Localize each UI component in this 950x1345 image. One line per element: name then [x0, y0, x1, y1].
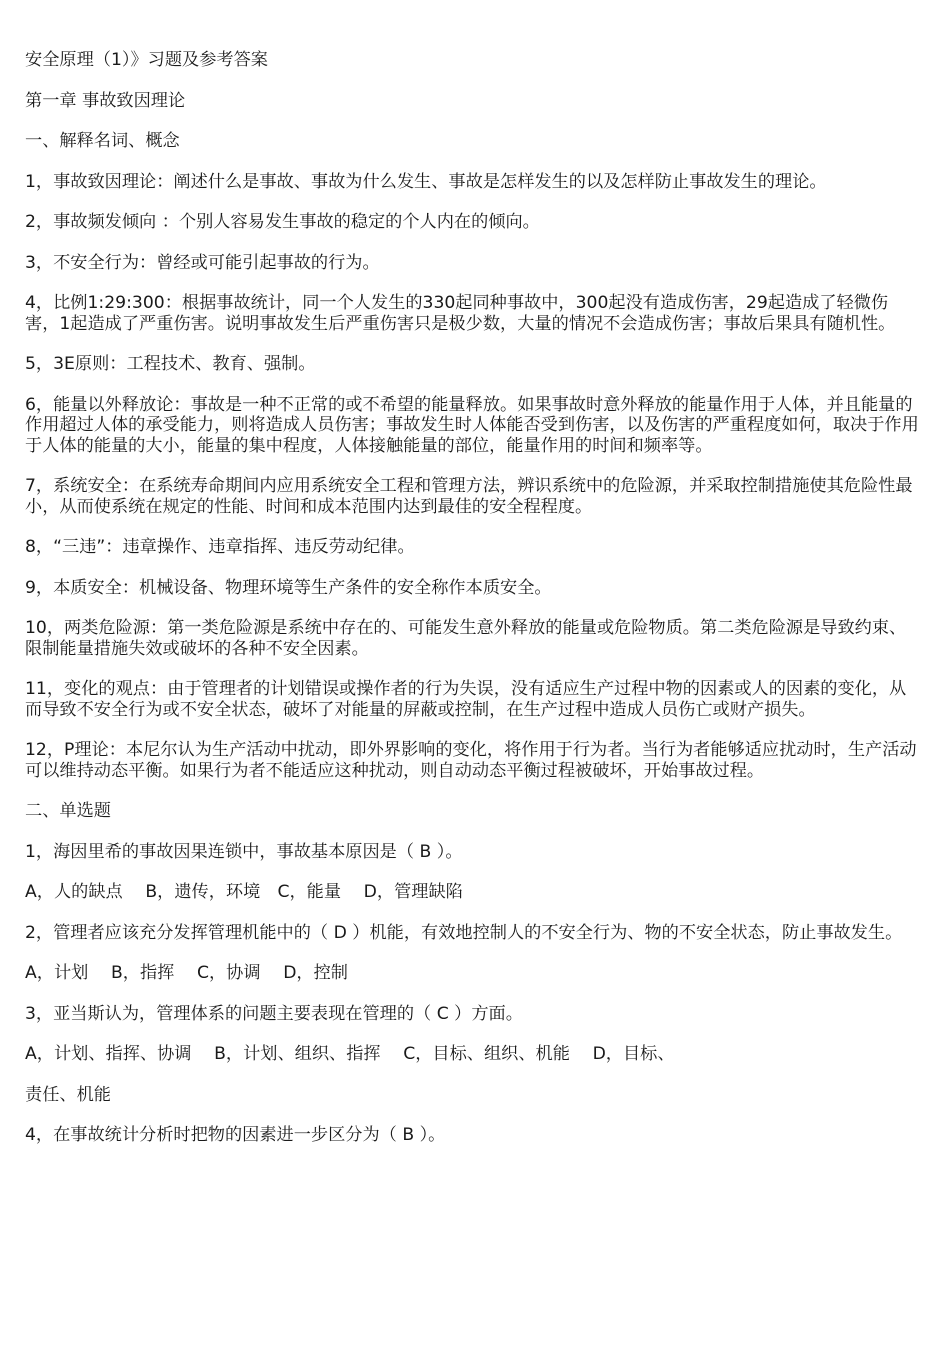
definition-item: 8，“三违”：违章操作、违章指挥、违反劳动纪律。	[25, 537, 415, 557]
definition-item: 7，系统安全：在系统寿命期间内应用系统安全工程和管理方法，辨识系统中的危险源，并采取控制措施使其危险性最小，从而使系统在规定的性能、时间和成本范围内达到最佳的安全程程度。	[25, 476, 913, 517]
document-page	[25, 50, 920, 1166]
definition-item: 4，比例1:29:300：根据事故统计，同一个人发生的330起同种事故中，300起没有造成伤害，29起造成了轻微伤害，1起造成了严重伤害。说明事故发生后严重伤害只是极少数，大量的情况不会造成伤害；事故后果具有随机性。	[25, 293, 896, 334]
question-options-continuation: 责任、机能	[25, 1084, 111, 1105]
chapter-heading: 第一章 事故致因理论	[25, 90, 186, 111]
question-stem: 1，海因里希的事故因果连锁中，事故基本原因是（ B ）。	[25, 841, 463, 862]
question-stem: 2，管理者应该充分发挥管理机能中的（ D ）机能，有效地控制人的不安全行为、物的不安全状态，防止事故发生。	[25, 922, 903, 943]
definition-item: 10，两类危险源：第一类危险源是系统中存在的、可能发生意外释放的能量或危险物质。第二类危险源是导致约束、限制能量措施失效或破坏的各种不安全因素。	[25, 618, 907, 659]
question-stem: 4，在事故统计分析时把物的因素进一步区分为（ B ）。	[25, 1125, 446, 1145]
definition-item: 11，变化的观点：由于管理者的计划错误或操作者的行为失误，没有适应生产过程中物的因素或人的因素的变化，从而导致不安全行为或不安全状态，破坏了对能量的屏蔽或控制，在生产过程中造成人员伤亡或财产损失。	[25, 679, 907, 720]
definition-item: 5，3E原则：工程技术、教育、强制。	[25, 354, 316, 374]
question-options: A，人的缺点 B，遗传，环境 C，能量 D，管理缺陷	[25, 882, 463, 902]
document-title: 安全原理（1）》习题及参考答案	[25, 50, 268, 70]
question-stem: 3，亚当斯认为，管理体系的问题主要表现在管理的（ C ）方面。	[25, 1003, 523, 1024]
definition-item: 9，本质安全：机械设备、物理环境等生产条件的安全称作本质安全。	[25, 577, 552, 598]
definition-item: 2，事故频发倾向 ：个别人容易发生事故的稳定的个人内在的倾向。	[25, 212, 540, 232]
section-heading-definitions: 一、解释名词、概念	[25, 131, 180, 151]
definition-item: 1，事故致因理论：阐述什么是事故、事故为什么发生、事故是怎样发生的以及怎样防止事故发生的理论。	[25, 171, 827, 192]
definition-item: 12，P理论：本尼尔认为生产活动中扰动，即外界影响的变化，将作用于行为者。当行为者能够适应扰动时，生产活动可以维持动态平衡。如果行为者不能适应这种扰动，则自动动态平衡过程被破坏，开始事故过程。	[25, 740, 917, 781]
question-options: A，计划 B，指挥 C，协调 D，控制	[25, 963, 348, 983]
question-options: A，计划、指挥、协调 B，计划、组织、指挥 C，目标、组织、机能 D，目标、	[25, 1044, 675, 1064]
section-heading-single-choice: 二、单选题	[25, 801, 111, 821]
definition-item: 6，能量以外释放论：事故是一种不正常的或不希望的能量释放。如果事故时意外释放的能量作用于人体，并且能量的作用超过人体的承受能力，则将造成人员伤害；事故发生时人体能否受到伤害，以及伤害的严重程度如何，取决于作用于人体的能量的大小，能量的集中程度，人体接触能量的部位，能量作用的时间和频率等。	[25, 394, 919, 456]
definition-item: 3，不安全行为：曾经或可能引起事故的行为。	[25, 252, 380, 273]
